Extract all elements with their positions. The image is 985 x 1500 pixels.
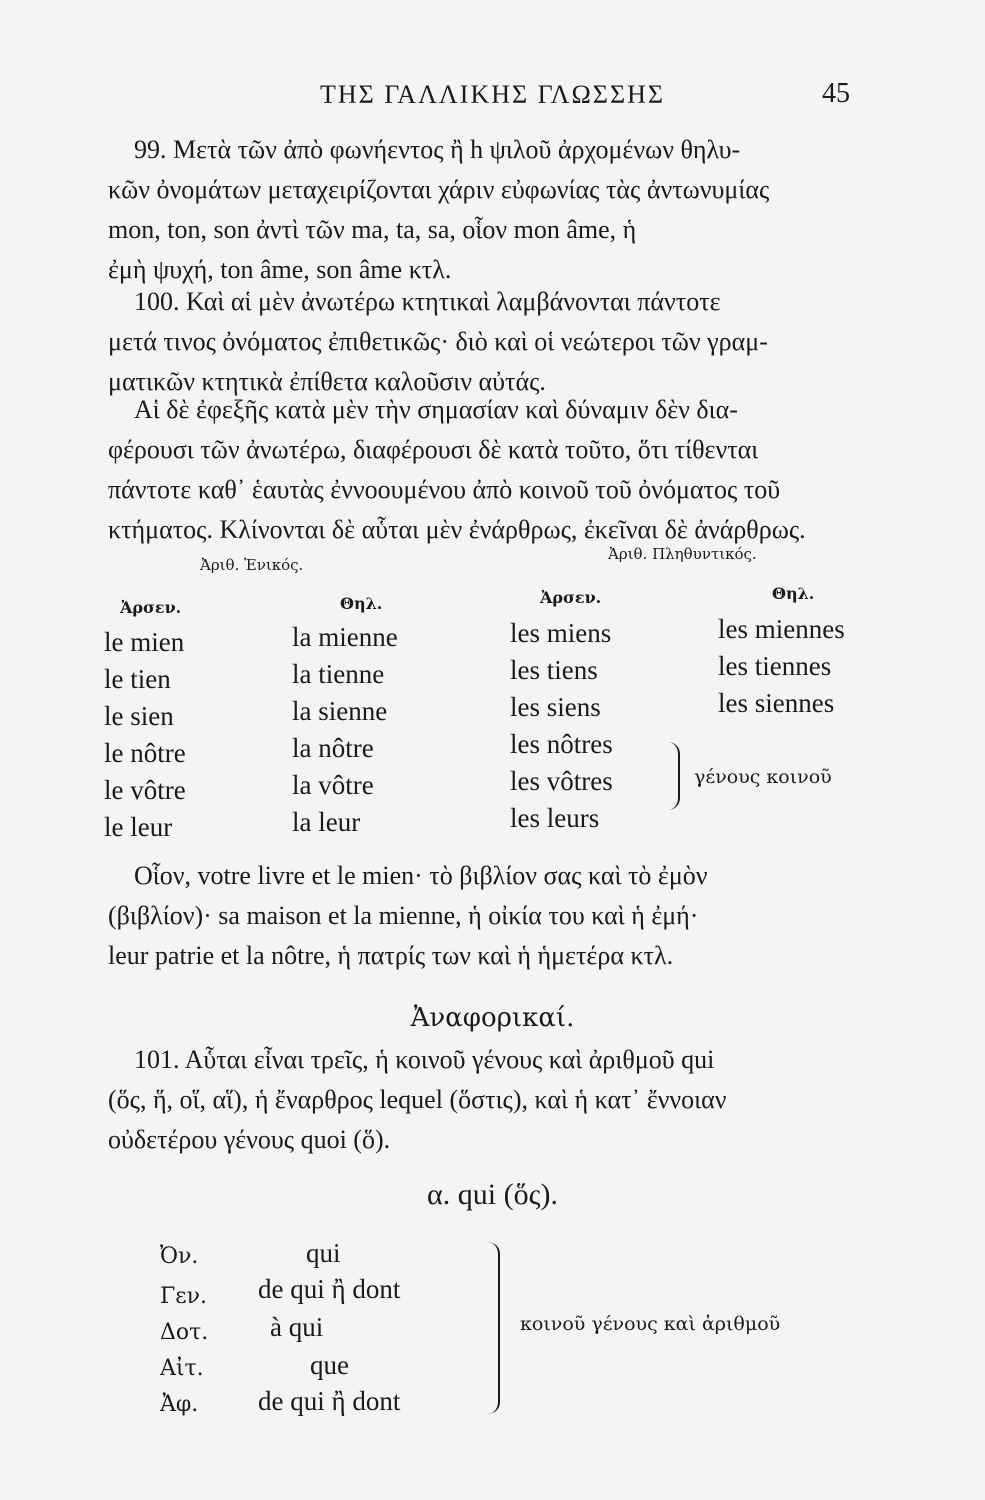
qui-subtitle: α. qui (ὅς). <box>427 1178 558 1211</box>
text-line: 101. Αὗται εἶναι τρεῖς, ἡ κοινοῦ γένους καὶ ἀριθμοῦ qui <box>134 1045 715 1074</box>
table-cell: le vôtre <box>104 775 186 805</box>
table-cell: le leur <box>104 812 173 842</box>
table-cell: les siens <box>510 692 601 722</box>
plural-number-label: Ἀριθ. Πληθυντικός. <box>608 545 757 563</box>
text-line: 100. Καὶ αἱ μὲν ἀνωτέρω κτητικαὶ λαμβάνονται πάντοτε <box>134 287 721 316</box>
paragraph-possessive-pronouns <box>108 390 878 550</box>
text-line: οὐδετέρου γένους quoi (ὅ). <box>108 1125 391 1154</box>
table-cell: le nôtre <box>104 738 186 768</box>
table-cell: les tiens <box>510 655 598 685</box>
text-line: πάντοτε καθ᾽ ἑαυτὰς ἐννοουμένου ἀπὸ κοινοῦ τοῦ ὀνόματος τοῦ <box>108 475 781 504</box>
text-line: Οἷον, votre livre et le mien· τὸ βιβλίον σας καὶ τὸ ἐμὸν <box>134 861 708 890</box>
case-form: de qui ἢ dont <box>258 1274 401 1304</box>
paragraph-99 <box>108 130 878 290</box>
table-cell: les siennes <box>718 688 835 718</box>
table-cell: les tiennes <box>718 651 832 681</box>
table-cell: le sien <box>104 701 174 731</box>
text-line: 99. Μετὰ τῶν ἀπὸ φωνήεντος ἢ h ψιλοῦ ἀρχομένων θηλυ- <box>134 135 741 164</box>
table-cell: le tien <box>104 664 171 694</box>
case-form: de qui ἢ dont <box>258 1386 401 1416</box>
case-form: que <box>310 1350 349 1380</box>
examples-paragraph <box>108 856 878 976</box>
table-cell: la sienne <box>292 696 388 726</box>
col-header-fem-sg: Θηλ. <box>340 594 383 613</box>
paragraph-100 <box>108 282 878 402</box>
section-title-relatives: Ἀναφορικαί. <box>410 1003 575 1033</box>
table-cell: le mien <box>104 627 185 657</box>
col-header-masc-sg: Ἀρσεν. <box>120 598 182 617</box>
table-cell: les miennes <box>718 614 845 644</box>
case-form: à qui <box>270 1312 324 1342</box>
text-line: ἐμὴ ψυχή, ton âme, son âme κτλ. <box>108 255 452 284</box>
text-line: κτήματος. Κλίνονται δὲ αὗται μὲν ἐνάρθρως, ἐκεῖναι δὲ ἀνάρθρως. <box>108 515 806 544</box>
table-cell: la nôtre <box>292 733 374 763</box>
table-cell: les vôtres <box>510 766 613 796</box>
paragraph-101 <box>108 1040 878 1160</box>
curly-brace <box>488 1242 500 1414</box>
text-line: ματικῶν κτητικὰ ἐπίθετα καλοῦσιν αὐτάς. <box>108 367 546 396</box>
table-cell: la tienne <box>292 659 385 689</box>
case-label: Αἰτ. <box>160 1356 204 1381</box>
singular-number-label: Ἀριθ. Ἑνικός. <box>200 556 304 574</box>
case-label: Γεν. <box>160 1284 208 1309</box>
text-line: leur patrie et la nôtre, ἡ πατρίς των καὶ ἡ ἡμετέρα κτλ. <box>108 941 674 970</box>
text-line: μετά τινος ὀνόματος ἐπιθετικῶς· διὸ καὶ οἱ νεώτεροι τῶν γραμ- <box>108 327 768 356</box>
text-line: (ὅς, ἥ, οἵ, αἵ), ἡ ἔναρθρος lequel (ὅστις), καὶ ἡ κατ᾽ ἔννοιαν <box>108 1085 727 1114</box>
text-line: Αἱ δὲ ἐφεξῆς κατὰ μὲν τὴν σημασίαν καὶ δύναμιν δὲν δια- <box>134 395 738 424</box>
table-cell: la mienne <box>292 622 398 652</box>
case-label: Ἀφ. <box>160 1392 199 1417</box>
text-line: φέρουσι τῶν ἀνωτέρω, διαφέρουσι δὲ κατὰ τοῦτο, ὅτι τίθενται <box>108 435 759 464</box>
table-cell: la leur <box>292 807 361 837</box>
text-line: κῶν ὀνομάτων μεταχειρίζονται χάριν εὐφωνίας τὰς ἀντωνυμίας <box>108 175 770 204</box>
text-line: mon, ton, son ἀντὶ τῶν ma, ta, sa, οἷον mon âme, ἡ <box>108 215 637 244</box>
col-header-fem-pl: Θηλ. <box>772 584 815 603</box>
common-gender-number-note: κοινοῦ γένους καὶ ἀριθμοῦ <box>520 1313 781 1335</box>
common-gender-note: γένους κοινοῦ <box>694 766 832 788</box>
table-cell: les nôtres <box>510 729 613 759</box>
curly-brace <box>668 742 680 810</box>
case-label: Ὀν. <box>160 1244 199 1269</box>
case-form: qui <box>306 1238 341 1268</box>
text-line: (βιβλίον)· sa maison et la mienne, ἡ οἰκία του καὶ ἡ ἐμή· <box>108 901 699 930</box>
table-cell: les miens <box>510 618 612 648</box>
running-head: ΤΗΣ ΓΑΛΛΙΚΗΣ ΓΛΩΣΣΗΣ <box>320 80 665 109</box>
col-header-masc-pl: Ἀρσεν. <box>540 588 602 607</box>
table-cell: les leurs <box>510 803 600 833</box>
case-label: Δοτ. <box>160 1320 209 1345</box>
table-cell: la vôtre <box>292 770 374 800</box>
page-number: 45 <box>822 78 850 109</box>
